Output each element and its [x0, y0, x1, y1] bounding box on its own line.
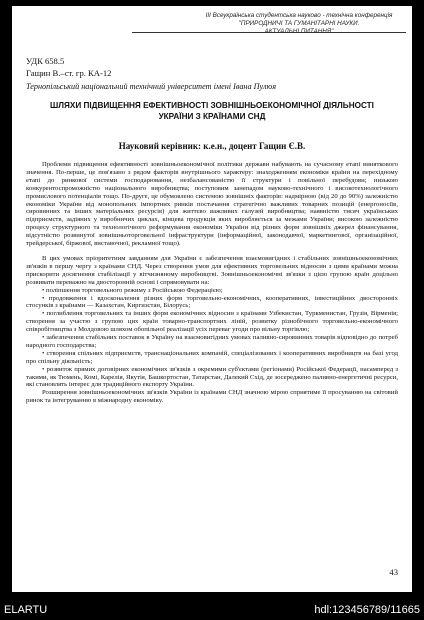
handle-id: hdl:123456789/11665	[314, 604, 420, 616]
supervisor: Науковий керівник: к.е.н., доцент Гащин Є.В.	[118, 141, 306, 151]
affiliation: Тернопільський національний технічний університет імені Івана Пулюя	[26, 82, 277, 91]
author: Гащин В.–ст. гр. КА-12	[26, 68, 112, 78]
paragraph: Розширення зовнішньоекономічних зв'язків України із країнами СНД значною мірою сприятиме її просуванню на світовий ринок та інтегруванню в міжнародну економіку.	[26, 389, 398, 405]
paper-title: ШЛЯХИ ПІДВИЩЕННЯ ЕФЕКТИВНОСТІ ЗОВНІШНЬОЕКОНОМІЧНОЇ ДІЯЛЬНОСТІ УКРАЇНИ З КРАЇНАМИ СНД	[50, 101, 374, 121]
body-text	[26, 161, 398, 405]
bullet-item: • забезпечення стабільних поставок в Україну на взаємовигідних умовах паливно-сировинних товарів відповідно до потреб народного господарства;	[26, 334, 398, 349]
repository-label: ELARTU	[4, 604, 48, 616]
conference-header	[12, 10, 412, 46]
bullet-item: • розвиток прямих договірних економічних зв'язків з окремими суб'єктами (регіонами) Російської Федерації, насамперед з такими, як Тюмень, Комі, Карелія, Якутія, Башкортостан, Татарстан, Далекий Схід, де зосереджено паливно-енергетичні ресурси, які становлять інтерес для традиційного експорту України.	[26, 365, 398, 389]
bullet-item: • поглиблення торговельних та інших форм економічних відносин з країнами Узбекистан, Туркменистан, Грузія, Вірменія; створення за участю з групою цих країн товарно-транспортних ліній, розвитку різнобічного торговельно-економічного співробітництва з Молдовою шляхом обопільної реалізації усіх переваг угоди про вільну торгівлю;	[26, 310, 398, 334]
bullet-item: • створення спільних підприємств, транснаціональних компаній, спеціалізованих і кооперативних виробництв на базі угод про спільну діяльність;	[26, 349, 398, 365]
header-line-1: III Всеукраїнська студентська науково - технічна конференція "ПРИРОДНИЧІ ТА ГУМАНІТАРНІ НАУКИ.	[205, 12, 393, 27]
bullet-item: • продовження і вдосконалення різних форм торговельно-економічних, кооперативних, інвестиційних двосторонніх стосунків з країнами — Казахстан, Киргизстан, Білорусь;	[26, 294, 398, 310]
bullet-item: • поліпшення торговельного режиму з Російською Федерацією;	[42, 286, 223, 294]
header-line-2: АКТУАЛЬНІ ПИТАННЯ"	[264, 28, 334, 35]
page-number: 43	[389, 567, 398, 577]
document-page	[12, 6, 412, 592]
udk-code: УДК 658.5	[26, 56, 65, 66]
paragraph: Проблеми підвищення ефективності зовнішньоекономічної політики держави набувають на сучасному етапі виняткового значення. По-перше, це пов'язано з рядом факторів внутрішнього характеру: знаходженням економіки країни на перехідному етапі до ринкової системи господарювання, незбалансованістю її структури і повільної перебудови; низькою конкурентоспроможністю національного виробництва; поступовим занепадом науково-технічного і високотехнологічного промислового потенціалів тощо. По-друге, це обумовлено системою зовнішніх факторів: надмірною (від 20 до 90%) залежністю економіки України від монопольних імпортних ринків постачання стратегічно важливих товарних позицій (енергоносіїв, сировинних та інших матеріальних ресурсів) для життєво важливих галузей виробництва; наявністю тисяч українських підприємств, задіяних у виробничих циклах, кінцева продукція яких виробляється за межами України; високою залежністю процесу структурного та технологічного реформування економіки України від різних форм зовнішніх джерел фінансування, відсутністю розвинутої зовнішньоторговельної інфраструктури (інформаційної, законодавчої, маркетингової, організаційної, трейдерської, біржової, виставочної, рекламної тощо).	[26, 161, 398, 248]
header-rule	[132, 32, 406, 33]
paragraph: В цих умовах пріоритетним завданням для України є забезпечення взаємовигідних і стабільних зовнішньоекономічних зв'язків в першу чергу з країнами СНД. Через створення умов для ефективних торговельних відносин з цими країнами можна прискорити досягнення стабілізації у вітчизняному виробництві. Зовнішньоекономічні зв'язки з цією групою країн доцільно розвивати переважно на двосторонній основі і спрямовувати на:	[26, 254, 398, 286]
